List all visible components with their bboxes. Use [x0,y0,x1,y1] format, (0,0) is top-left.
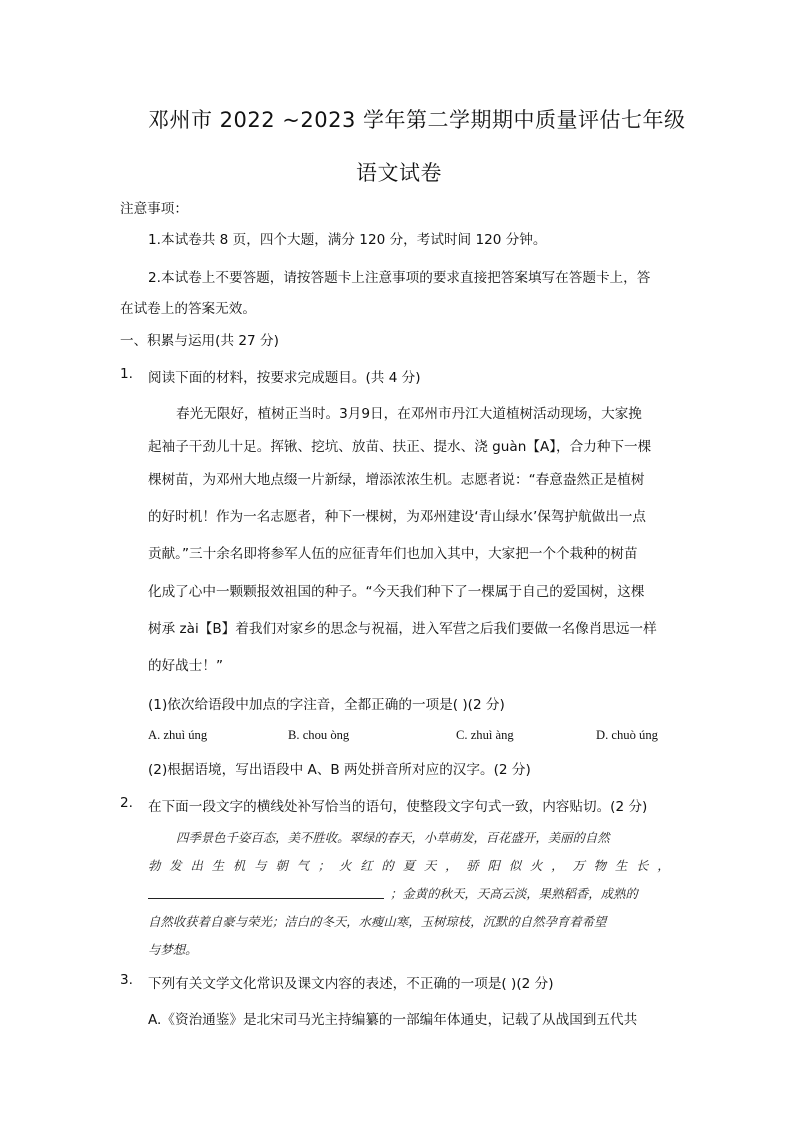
char: 万 [572,858,585,873]
option-a: A. zhuì úng [148,728,208,742]
passage-line-justified [148,856,670,874]
exam-subtitle: 语文试卷 [356,161,442,185]
char: 长 [636,858,649,873]
exam-title: 邓州市 2022 ~2023 学年第二学期期中质量评估七年级 [148,108,686,132]
passage-line: 树承 zài【B】着我们对家乡的思念与祝福，进入军营之后我们要做一名像肖思远一样 [148,621,657,637]
char: 阳 [487,858,500,873]
passage-line: 春光无限好，植树正当时。3月9日，在邓州市丹江大道植树活动现场，大家挽 [176,406,642,422]
option-a-text: A.《资治通鉴》是北宋司马光主持编纂的一部编年体通史，记载了从战国到五代共 [148,1012,638,1028]
option-b: B. chou òng [288,728,350,742]
passage-line: 与梦想。 [148,942,198,957]
char: 物 [593,858,606,873]
option-d: D. chuò úng [596,728,658,742]
char: 红 [360,858,373,873]
char: 生 [211,858,225,873]
char: ； [317,858,331,873]
char: 出 [190,858,203,873]
passage-line: 的好时机！作为一名志愿者，种下一棵树，为邓州建设‘青山绿水’保驾护航做出一点 [148,509,647,525]
question-number: 1. [120,366,133,382]
char: 夏 [402,858,416,873]
passage-line: 棵树苗，为邓州大地点缀一片新绿，增添浓浓生机。志愿者说：“春意盎然正是植树 [148,472,645,488]
char: 机 [232,858,246,873]
section-heading: 一、积累与运用(共 27 分) [120,333,279,349]
char: 气 [296,858,309,873]
passage-line: 起袖子干劲儿十足。挥锹、挖坑、放苗、扶正、提水、浇 guàn【A】，合力种下一棵 [148,439,652,455]
question-prompt: 下列有关文学文化常识及课文内容的表述，不正确的一项是( )(2 分) [148,976,554,992]
question-number: 2. [120,795,133,811]
passage-line: ；金黄的秋天，天高云淡，果熟稻香，成熟的 [390,886,638,901]
passage-line: 化成了心中一颗颗报效祖国的种子。“今天我们种下了一棵属于自己的爱国树，这棵 [148,584,645,600]
passage-line: 自然收获着自豪与荣光；洁白的冬天，水瘦山寒，玉树琼枝，沉默的自然孕育着希望 [148,914,607,929]
char: 骄 [466,858,479,873]
char: 发 [169,858,182,873]
answer-blank-line [148,898,384,899]
option-c: C. zhuì àng [456,728,514,742]
char: ， [445,858,458,873]
char: 勃 [148,858,161,873]
notice-item-1: 1.本试卷共 8 页，四个大题，满分 120 分，考试时间 120 分钟。 [148,232,547,248]
char: 似 [508,858,522,873]
passage-line: 四季景色千姿百态，美不胜收。翠绿的春天，小草萌发，百花盛开，美丽的自然 [176,830,610,845]
char: 火 [338,858,352,873]
char: ， [657,858,670,873]
passage-line: 的好战士！” [148,658,224,674]
char: 朝 [275,858,288,873]
char: 的 [381,858,394,873]
notice-item-2-line-2: 在试卷上的答案无效。 [120,301,256,317]
char: 生 [614,858,628,873]
char: 火 [529,858,543,873]
sub-question-1: (1)依次给语段中加点的字注音，全都正确的一项是( )(2 分) [148,697,505,713]
notice-item-2-line-1: 2.本试卷上不要答题，请按答题卡上注意事项的要求直接把答案填写在答题卡上，答 [148,270,651,286]
sub-question-2: (2)根据语境，写出语段中 A、B 两处拼音所对应的汉字。(2 分) [148,762,531,778]
char: 天 [423,858,437,873]
passage-line: 贡献。”三十余名即将参军人伍的应征青年们也加入其中，大家把一个个栽种的树苗 [148,546,638,562]
question-prompt: 在下面一段文字的横线处补写恰当的语句，使整段文字句式一致，内容贴切。(2 分) [148,799,648,815]
question-number: 3. [120,972,133,988]
char: ， [551,858,564,873]
char: 与 [254,858,267,873]
notice-heading: 注意事项： [120,201,188,217]
question-prompt: 阅读下面的材料，按要求完成题目。(共 4 分) [148,370,421,386]
